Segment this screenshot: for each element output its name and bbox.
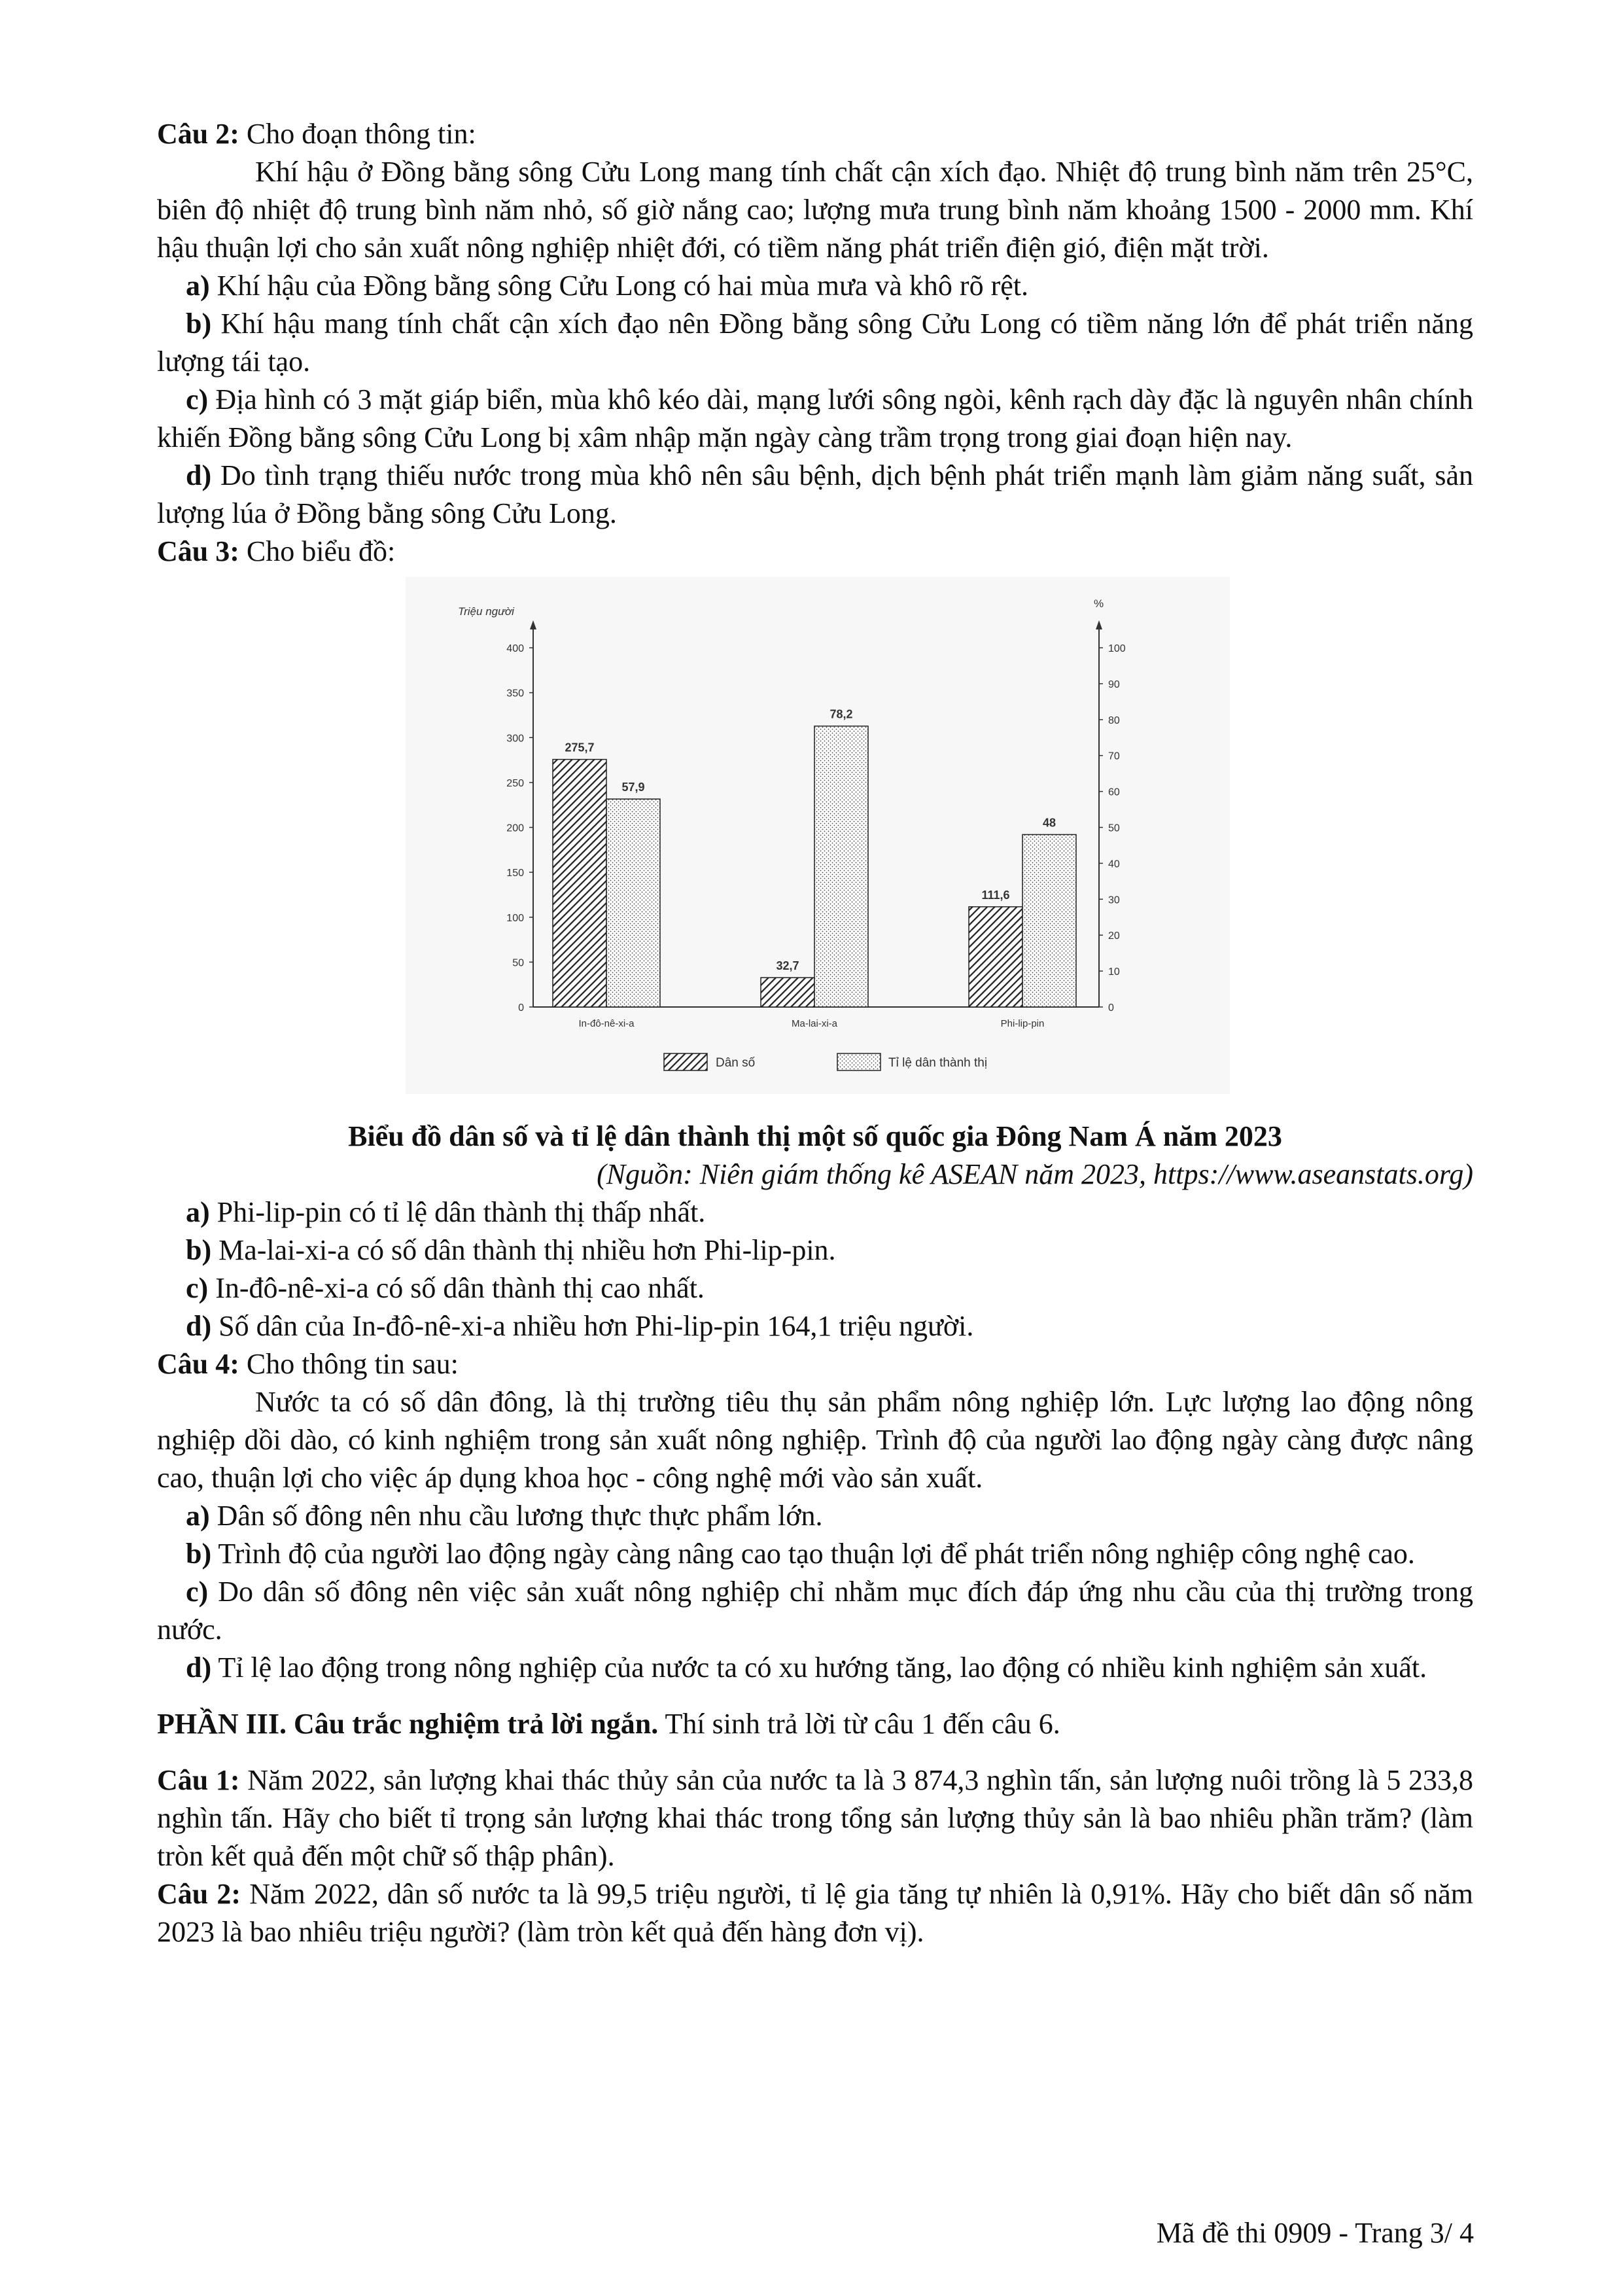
y-tick-label-right: 0 (1108, 1002, 1114, 1014)
chart-container (157, 577, 1473, 1094)
option-label: c) (186, 383, 209, 415)
y-tick-label-right: 80 (1108, 715, 1120, 726)
option-label: b) (186, 1234, 212, 1266)
part-instruction: Thí sinh trả lời từ câu 1 đến câu 6. (658, 1708, 1060, 1740)
question-4-option-a (157, 1497, 1473, 1535)
y-tick-label: 300 (506, 733, 524, 745)
question-4-option-b (157, 1535, 1473, 1573)
legend-swatch-ti-le (837, 1053, 881, 1070)
question-3-option-d (157, 1307, 1473, 1345)
page-footer: Mã đề thi 0909 - Trang 3/ 4 (1156, 2217, 1474, 2249)
part-3-header (157, 1705, 1473, 1743)
bar-ti-le-dan-thanh-thi (814, 726, 868, 1007)
question-4-passage: Nước ta có số dân đông, là thị trường tiêu thụ sản phẩm nông nghiệp lớn. Lực lượng lao động nông nghiệp dồi dào, có kinh nghiệm trong sản xuất nông nghiệp. Trình độ của người lao động ngày càng được nâng cao, thuận lợi cho việc áp dụng khoa học - công nghệ mới vào sản xuất. (157, 1386, 1473, 1494)
y-tick-label: 0 (518, 1002, 524, 1014)
legend-swatch-dan-so (664, 1053, 707, 1070)
y-axis-label: Triệu người (458, 605, 514, 618)
bar-ti-le-dan-thanh-thi (606, 799, 660, 1007)
question-3-option-b (157, 1231, 1473, 1269)
y-tick-label: 150 (506, 868, 524, 879)
option-text: In-đô-nê-xi-a có số dân thành thị cao nhất. (208, 1272, 705, 1304)
option-label: a) (186, 1196, 210, 1228)
bar-label-dan-so: 32,7 (776, 959, 799, 973)
option-label: a) (186, 270, 210, 302)
question-2-option-d (157, 457, 1473, 533)
legend-label-ti-le: Tỉ lệ dân thành thị (888, 1056, 988, 1070)
y-tick-label-right: 10 (1108, 966, 1120, 978)
y-tick-label: 50 (512, 957, 524, 969)
bar-label-ti-le: 78,2 (829, 707, 853, 721)
y-tick-label: 100 (506, 912, 524, 924)
question-4-option-c (157, 1573, 1473, 1649)
question-intro: Cho thông tin sau: (239, 1348, 459, 1380)
y-tick-label-right: 30 (1108, 894, 1120, 906)
y-tick-label: 250 (506, 777, 524, 789)
option-text: Trình độ của người lao động ngày càng nâng cao tạo thuận lợi để phát triển nông nghiệp công nghệ cao. (211, 1538, 1415, 1570)
question-2-option-a (157, 267, 1473, 305)
question-2-option-c (157, 381, 1473, 457)
option-label: b) (186, 308, 212, 340)
y-tick-label-right: 60 (1108, 786, 1120, 798)
option-text: Ma-lai-xi-a có số dân thành thị nhiều hơn Phi-lip-pin. (211, 1234, 836, 1266)
y-tick-label-right: 50 (1108, 822, 1120, 834)
question-intro: Cho biểu đồ: (239, 535, 396, 567)
y-tick-label-right: 100 (1108, 643, 1126, 654)
part-3-question-2 (157, 1875, 1473, 1951)
x-tick-label: Ma-lai-xi-a (791, 1018, 838, 1029)
bar-dan-so (969, 907, 1022, 1007)
bar-label-dan-so: 111,6 (981, 888, 1010, 902)
option-text: Do dân số đông nên việc sản xuất nông nghiệp chỉ nhằm mục đích đáp ứng nhu cầu của thị trường trong nước. (157, 1576, 1473, 1646)
option-text: Phi-lip-pin có tỉ lệ dân thành thị thấp nhất. (209, 1196, 706, 1228)
option-text: Dân số đông nên nhu cầu lương thực thực phẩm lớn. (209, 1500, 823, 1532)
part-3-question-1 (157, 1761, 1473, 1875)
option-label: c) (186, 1576, 209, 1608)
y-axis-label-right: % (1094, 597, 1104, 610)
option-text: Số dân của In-đô-nê-xi-a nhiều hơn Phi-lip-pin 164,1 triệu người. (211, 1310, 974, 1342)
question-4-option-d (157, 1649, 1473, 1687)
option-text: Khí hậu của Đồng bằng sông Cửu Long có hai mùa mưa và khô rõ rệt. (209, 270, 1028, 302)
chart-caption: Biểu đồ dân số và tỉ lệ dân thành thị một số quốc gia Đông Nam Á năm 2023 (348, 1120, 1282, 1152)
y-tick-label: 200 (506, 822, 524, 834)
question-label: Câu 2: (157, 118, 239, 150)
bar-dan-so (761, 978, 814, 1007)
question-3-header (157, 533, 1473, 571)
option-text: Địa hình có 3 mặt giáp biển, mùa khô kéo dài, mạng lưới sông ngòi, kênh rạch dày đặc là nguyên nhân chính khiến Đồng bằng sông Cửu Long bị xâm nhập mặn ngày càng trầm trọng trong giai đoạn hiện nay. (157, 383, 1473, 453)
option-label: d) (186, 1310, 212, 1342)
question-text: Năm 2022, sản lượng khai thác thủy sản của nước ta là 3 874,3 nghìn tấn, sản lượng nuôi trồng là 5 233,8 nghìn tấn. Hãy cho biết tỉ trọng sản lượng khai thác trong tổng sản lượng thủy sản là bao nhiêu phần trăm? (làm tròn kết quả đến một chữ số thập phân). (157, 1764, 1473, 1872)
question-text: Năm 2022, dân số nước ta là 99,5 triệu người, tỉ lệ gia tăng tự nhiên là 0,91%. Hãy cho biết dân số năm 2023 là bao nhiêu triệu người? (làm tròn kết quả đến hàng đơn vị). (157, 1878, 1473, 1948)
option-text: Do tình trạng thiếu nước trong mùa khô nên sâu bệnh, dịch bệnh phát triển mạnh làm giảm năng suất, sản lượng lúa ở Đồng bằng sông Cửu Long. (157, 459, 1473, 529)
question-label: Câu 1: (157, 1764, 240, 1796)
question-label: Câu 3: (157, 535, 239, 567)
option-label: d) (186, 459, 212, 491)
x-tick-label: In-đô-nê-xi-a (578, 1018, 635, 1029)
bar-label-ti-le: 48 (1042, 816, 1056, 830)
option-label: c) (186, 1272, 209, 1304)
x-tick-label: Phi-lip-pin (1000, 1018, 1045, 1029)
y-tick-label-right: 40 (1108, 858, 1120, 870)
y-tick-label: 400 (506, 643, 524, 654)
y-tick-label-right: 20 (1108, 930, 1120, 942)
population-urban-chart (406, 577, 1230, 1094)
y-tick-label-right: 70 (1108, 751, 1120, 762)
bar-ti-le-dan-thanh-thi (1022, 834, 1076, 1007)
question-intro: Cho đoạn thông tin: (239, 118, 476, 150)
chart-source: (Nguồn: Niên giám thống kê ASEAN năm 2023, https://www.aseanstats.org) (597, 1158, 1473, 1190)
question-2-passage: Khí hậu ở Đồng bằng sông Cửu Long mang tính chất cận xích đạo. Nhiệt độ trung bình năm trên 25°C, biên độ nhiệt độ trung bình năm nhỏ, số giờ nắng cao; lượng mưa trung bình năm khoảng 1500 - 2000 mm. Khí hậu thuận lợi cho sản xuất nông nghiệp nhiệt đới, có tiềm năng phát triển điện gió, điện mặt trời. (157, 156, 1473, 264)
bar-label-ti-le: 57,9 (621, 781, 645, 794)
y-tick-label-right: 90 (1108, 679, 1120, 690)
option-label: d) (186, 1651, 212, 1684)
page-content (157, 115, 1473, 1951)
option-text: Tỉ lệ lao động trong nông nghiệp của nước ta có xu hướng tăng, lao động có nhiều kinh nghiệm sản xuất. (211, 1651, 1427, 1684)
option-label: b) (186, 1538, 212, 1570)
question-3-option-c (157, 1269, 1473, 1307)
question-2-option-b (157, 305, 1473, 381)
question-3-option-a (157, 1193, 1473, 1231)
question-label: Câu 2: (157, 1878, 241, 1910)
part-heading: PHẦN III. Câu trắc nghiệm trả lời ngắn. (157, 1708, 659, 1740)
legend-label-dan-so: Dân số (716, 1056, 756, 1070)
question-4-header (157, 1345, 1473, 1383)
question-2-header (157, 115, 1473, 153)
option-label: a) (186, 1500, 210, 1532)
question-label: Câu 4: (157, 1348, 239, 1380)
y-tick-label: 350 (506, 688, 524, 699)
option-text: Khí hậu mang tính chất cận xích đạo nên Đồng bằng sông Cửu Long có tiềm năng lớn để phát triển năng lượng tái tạo. (157, 308, 1473, 378)
bar-label-dan-so: 275,7 (565, 741, 595, 754)
bar-dan-so (553, 760, 606, 1007)
